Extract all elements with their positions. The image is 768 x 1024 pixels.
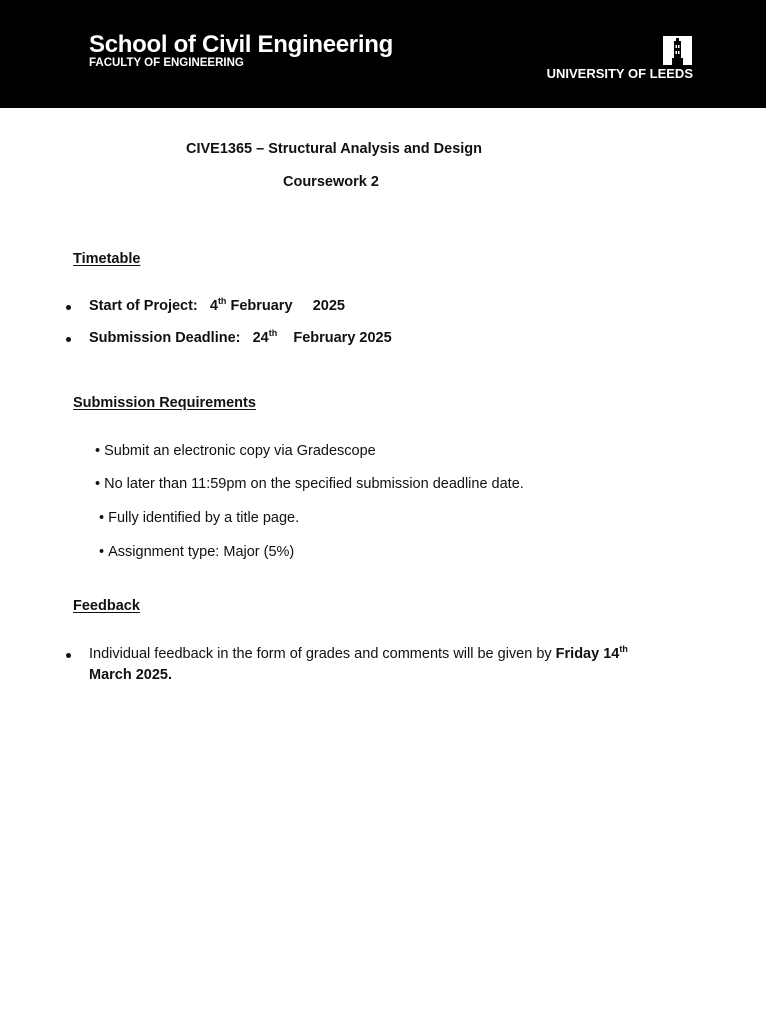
timetable-heading: Timetable — [73, 251, 141, 267]
requirement-item — [95, 477, 524, 492]
start-month: February — [230, 298, 293, 314]
requirement-item — [99, 545, 294, 560]
start-of-project-line — [89, 296, 345, 314]
bullet-icon — [66, 337, 71, 342]
feedback-line-1 — [89, 644, 628, 662]
feedback-text: Individual feedback in the form of grades and comments will be given by — [89, 646, 552, 662]
bullet-icon — [66, 653, 71, 658]
coursework-title: Coursework 2 — [283, 174, 379, 190]
bullet-icon: • — [95, 476, 101, 492]
start-day: 4 — [209, 298, 218, 314]
deadline-day-suffix: th — [268, 328, 278, 338]
bullet-icon — [66, 305, 71, 310]
bullet-icon: • — [99, 544, 105, 560]
school-name: School of Civil Engineering — [89, 31, 393, 58]
requirement-text: Fully identified by a title page. — [108, 510, 300, 526]
bullet-icon: • — [95, 443, 101, 459]
start-year: 2025 — [312, 298, 345, 314]
feedback-heading: Feedback — [73, 598, 140, 614]
deadline-month-year: February 2025 — [293, 330, 392, 346]
submission-deadline-line — [89, 328, 392, 346]
requirement-text: No later than 11:59pm on the specified submission deadline date. — [104, 476, 524, 492]
start-label: Start of Project: — [89, 298, 198, 314]
requirement-text: Assignment type: Major (5%) — [108, 544, 295, 560]
feedback-date-suffix: th — [619, 644, 628, 654]
requirement-item — [99, 511, 299, 526]
requirement-text: Submit an electronic copy via Gradescope — [104, 443, 376, 459]
submission-requirements-heading: Submission Requirements — [73, 395, 256, 411]
deadline-day: 24 — [252, 330, 269, 346]
header-banner — [0, 0, 766, 108]
start-day-suffix: th — [217, 296, 227, 306]
university-tower-logo-icon — [663, 36, 692, 65]
deadline-label: Submission Deadline: — [89, 330, 241, 346]
requirement-item — [95, 444, 376, 459]
feedback-date: Friday 14 — [555, 646, 620, 662]
bullet-icon: • — [99, 510, 105, 526]
feedback-line-2: March 2025. — [89, 667, 173, 683]
faculty-name: FACULTY OF ENGINEERING — [89, 57, 244, 69]
university-name: UNIVERSITY OF LEEDS — [546, 66, 693, 81]
course-title: CIVE1365 – Structural Analysis and Design — [186, 141, 483, 157]
